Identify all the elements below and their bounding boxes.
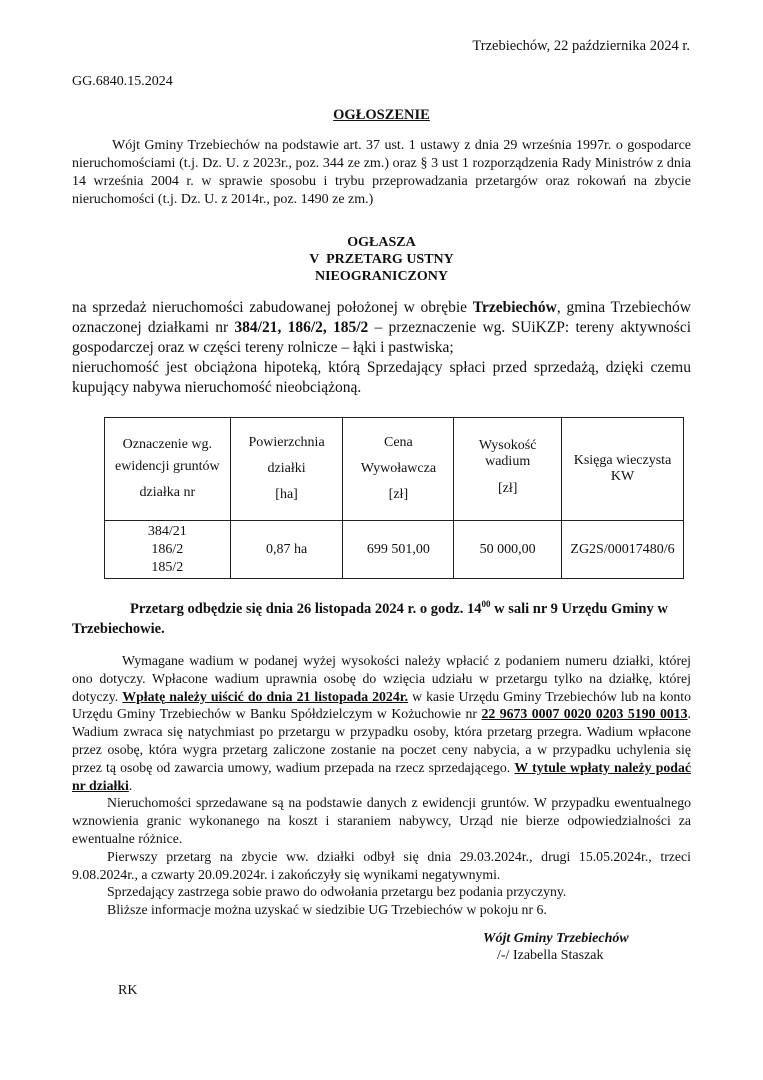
subject-place: Trzebiechów bbox=[472, 299, 557, 316]
table-row bbox=[105, 521, 684, 579]
cell-area: 0,87 ha bbox=[230, 521, 343, 579]
signature-title: Wójt Gminy Trzebiechów bbox=[483, 931, 629, 946]
subject-text: na sprzedaż nieruchomości zabudowanej położonej w obrębie bbox=[72, 299, 473, 316]
legal-preamble: Wójt Gminy Trzebiechów na podstawie art. 37 ust. 1 ustawy z dnia 29 września 1997r. o gospodarce nieruchomościami (t.j. Dz. U. z 2023r., poz. 344 ze zm.) oraz § 3 ust 1 rozporządzenia Rady Ministrów z dnia 14 września 2004 r. w sprawie sposobu i trybu przeprowadzania przetargów oraz rokowań na zbycie nieruchomości (t.j. Dz. U. z 2014r., poz. 1490 ze zm.) bbox=[72, 138, 691, 207]
auction-hour-minutes: 00 bbox=[481, 599, 491, 609]
information-paragraph: Bliższe informacje można uzyskać w siedzibie UG Trzebiechów w pokoju nr 6. bbox=[107, 902, 547, 918]
announce-line-3: NIEOGRANICZONY bbox=[314, 269, 448, 284]
subject-text: – przeznaczenie wg. SUiKZP: tereny aktywności gospodarczej oraz w części tereny rolnicze – łąki i pastwiska; bbox=[72, 319, 692, 356]
body-text: Wymagane wadium w podanej wyżej wysokości należy wpłacić z podaniem numeru działki, której ono dotyczy. Wpłacone wadium uprawnia osobę do wzięcia udziału w przetargu tylko na działkę, której dotyczy. bbox=[72, 653, 691, 704]
body-text: . Wadium zwraca się natychmiast po przetargu w przypadku osoby, która przetarg przegra. Wadium wpłacone przez osobę, która wygra przetarg zaliczone zostanie na poczet ceny nabycia, a w przypadku uchylenia się przez tą osobę od zawarcia umowy, wadium przepada na rzecz sprzedającego. bbox=[72, 706, 691, 775]
announcement-heading bbox=[0, 234, 763, 285]
body-text: w kasie Urzędu Gminy Trzebiechów lub na konto Urzędu Gminy Trzebiechów w Banku Spółdzielczym w Kożuchowie nr bbox=[72, 688, 691, 722]
auction-text: w sali nr 9 Urzędu Gminy w Trzebiechowie. bbox=[72, 600, 668, 637]
header-plot-designation: Oznaczenie wg. ewidencji gruntów działka nr bbox=[105, 418, 231, 521]
table-header-row bbox=[105, 418, 684, 521]
subject-paragraph-1 bbox=[72, 298, 691, 358]
reference-number: GG.6840.15.2024 bbox=[72, 74, 173, 89]
place-date: Trzebiechów, 22 października 2024 r. bbox=[472, 38, 690, 54]
cell-deposit: 50 000,00 bbox=[454, 521, 562, 579]
header-land-register: Księga wieczysta KW bbox=[562, 418, 684, 521]
header-price: Cena Wywoławcza [zł] bbox=[343, 418, 454, 521]
subject-plots: 384/21, 186/2, 185/2 bbox=[234, 319, 369, 336]
author-initials: RK bbox=[118, 983, 138, 998]
previous-auctions-paragraph: Pierwszy przetarg na zbycie ww. działki odbył się dnia 29.03.2024r., drugi 15.05.2024r., trzeci 9.08.2024r., a czwarty 20.09.2024r. i zakończyły się wynikami negatywnymi. bbox=[72, 848, 691, 882]
subject-paragraph-2: nieruchomość jest obciążona hipoteką, którą Sprzedający spłaci przed sprzedażą, dzięki czemu kupujący nabywa nieruchomość nieobciążoną. bbox=[72, 359, 691, 396]
subject-description bbox=[72, 298, 691, 398]
document-title: OGŁOSZENIE bbox=[333, 107, 430, 123]
header-deposit: Wysokość wadium [zł] bbox=[454, 418, 562, 521]
auction-text: Przetarg odbędzie się dnia 26 listopada 2024 r. o godz. 14 bbox=[130, 600, 482, 617]
announce-line-2: V PRZETARG USTNY bbox=[309, 252, 454, 267]
plot-table bbox=[104, 417, 684, 579]
auction-date-notice bbox=[72, 594, 691, 639]
announce-line-1: OGŁASZA bbox=[347, 235, 416, 250]
header-area: Powierzchnia działki [ha] bbox=[230, 418, 343, 521]
signature-name: /-/ Izabella Staszak bbox=[497, 948, 604, 963]
cell-land-register: ZG2S/00017480/6 bbox=[562, 521, 684, 579]
terms-section bbox=[72, 652, 691, 919]
payment-deadline: Wpłatę należy uiścić do dnia 21 listopada 2024r. bbox=[122, 688, 409, 704]
deposit-paragraph bbox=[72, 652, 691, 794]
bank-account-number: 22 9673 0007 0020 0203 5190 0013 bbox=[481, 706, 688, 722]
cell-price: 699 501,00 bbox=[343, 521, 454, 579]
body-text: . bbox=[128, 777, 133, 793]
cancellation-paragraph: Sprzedający zastrzega sobie prawo do odwołania przetargu bez podania przyczyny. bbox=[107, 884, 567, 900]
cell-plot-numbers: 384/21 186/2 185/2 bbox=[105, 521, 231, 579]
payment-title-note: W tytule wpłaty należy podać nr działki bbox=[72, 759, 691, 793]
boundaries-paragraph: Nieruchomości sprzedawane są na podstawie danych z ewidencji gruntów. W przypadku ewentualnego wznowienia granic wykonanego na koszt i staraniem nabywcy, Urząd nie bierze odpowiedzialności za ewentualne różnice. bbox=[72, 795, 691, 846]
subject-text: , gmina Trzebiechów oznaczonej działkami nr bbox=[72, 299, 691, 336]
